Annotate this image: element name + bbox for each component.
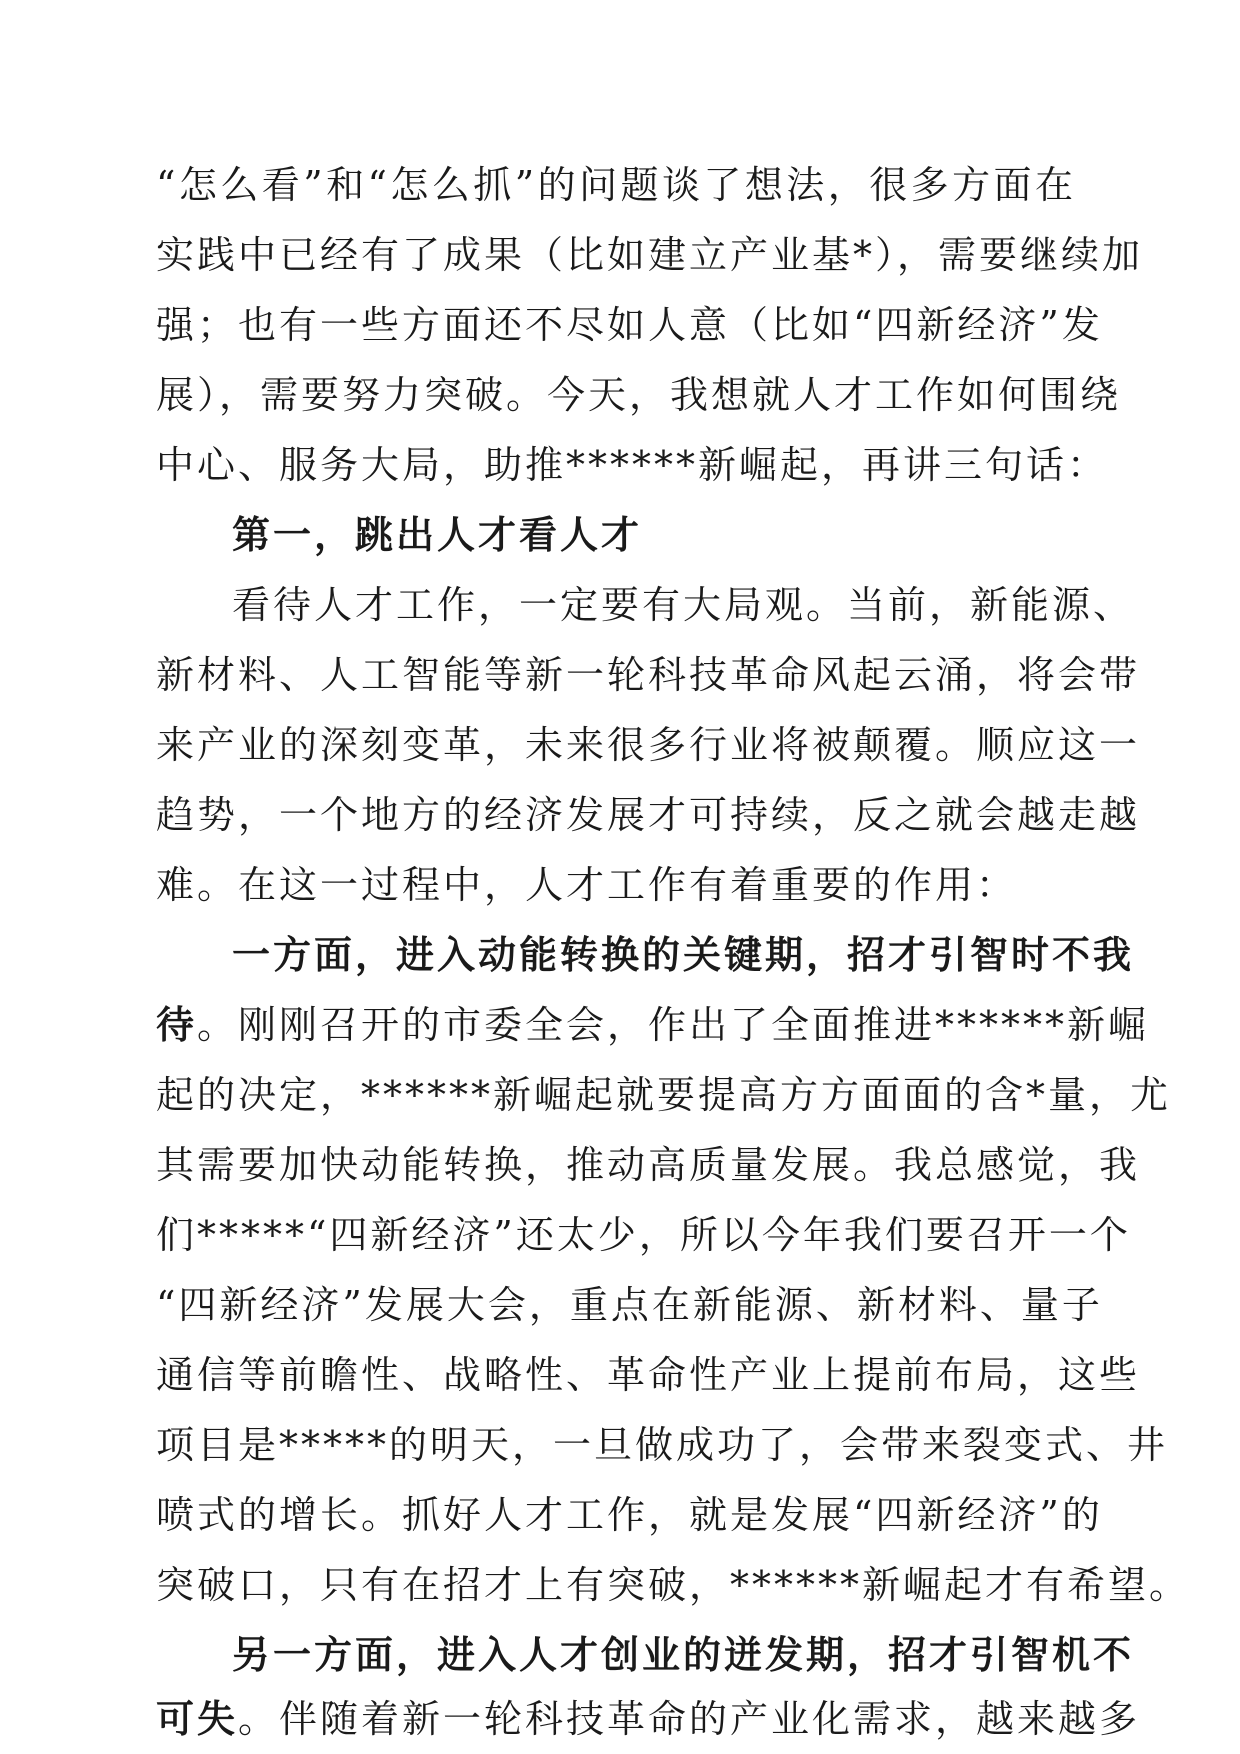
line-text: 。刚刚召开的市委全会，作出了全面推进******新崛	[197, 1003, 1150, 1047]
paragraph-line	[156, 1410, 1169, 1480]
section-heading	[232, 500, 1076, 570]
line-text: 新材料、人工智能等新一轮科技革命风起云涌，将会带	[156, 653, 1141, 697]
paragraph-line	[156, 780, 1141, 850]
paragraph-line	[232, 920, 1135, 990]
bold-lead-text: 另一方面，进入人才创业的迸发期，招才引智机不	[232, 1633, 1135, 1677]
line-text: 中心、服务大局，助推******新崛起，再讲三句话：	[156, 443, 1109, 487]
paragraph-line	[156, 850, 1076, 920]
line-text: 展），需要努力突破。今天，我想就人才工作如何围绕	[156, 373, 1122, 417]
paragraph-line	[156, 990, 1150, 1060]
paragraph-line	[156, 290, 1103, 360]
paragraph-line	[156, 1550, 1191, 1620]
line-text: “四新经济”发展大会，重点在新能源、新材料、量子	[156, 1283, 1103, 1327]
paragraph-line	[156, 710, 1141, 780]
paragraph-line	[156, 1340, 1141, 1410]
line-text: 突破口，只有在招才上有突破，******新崛起才有希望。	[156, 1563, 1191, 1607]
paragraph-line	[232, 1620, 1135, 1690]
line-text: 来产业的深刻变革，未来很多行业将被颠覆。顺应这一	[156, 723, 1141, 767]
line-text: 趋势，一个地方的经济发展才可持续，反之就会越走越	[156, 793, 1141, 837]
line-text: 起的决定，******新崛起就要提高方方面面的含*量，尤	[156, 1073, 1172, 1117]
line-text: 。伴随着新一轮科技革命的产业化需求，越来越多	[238, 1697, 1141, 1741]
paragraph-line	[156, 430, 1109, 500]
line-text: 看待人才工作，一定要有大局观。当前，新能源、	[232, 583, 1135, 627]
paragraph-line	[156, 150, 1076, 220]
paragraph-line	[156, 1060, 1172, 1130]
line-text: 通信等前瞻性、战略性、革命性产业上提前布局，这些	[156, 1353, 1141, 1397]
line-text: 项目是*****的明天，一旦做成功了，会带来裂变式、井	[156, 1423, 1169, 1467]
line-text: 难。在这一过程中，人才工作有着重要的作用：	[156, 863, 1018, 907]
paragraph-line	[156, 360, 1122, 430]
bold-lead-text: 可失	[156, 1697, 239, 1741]
paragraph-line	[232, 570, 1135, 640]
line-text: 强；也有一些方面还不尽如人意（比如“四新经济”发	[156, 303, 1103, 347]
paragraph-line	[156, 220, 1144, 290]
bold-lead-text: 待	[156, 1003, 198, 1047]
line-text: 喷式的增长。抓好人才工作，就是发展“四新经济”的	[156, 1493, 1103, 1537]
line-text: 们*****“四新经济”还太少，所以今年我们要召开一个	[156, 1213, 1131, 1257]
paragraph-line	[156, 1480, 1103, 1550]
paragraph-line	[156, 640, 1141, 710]
line-text: 其需要加快动能转换，推动高质量发展。我总感觉，我	[156, 1143, 1141, 1187]
paragraph-line	[156, 1130, 1141, 1200]
bold-lead-text: 一方面，进入动能转换的关键期，招才引智时不我	[232, 933, 1135, 977]
paragraph-line	[156, 1684, 1141, 1748]
paragraph-line	[156, 1200, 1131, 1270]
line-text: 实践中已经有了成果（比如建立产业基*），需要继续加	[156, 233, 1144, 277]
paragraph-line	[156, 1270, 1103, 1340]
line-text: “怎么看”和“怎么抓”的问题谈了想法，很多方面在	[156, 163, 1076, 207]
heading-text: 第一，跳出人才看人才	[232, 513, 643, 557]
